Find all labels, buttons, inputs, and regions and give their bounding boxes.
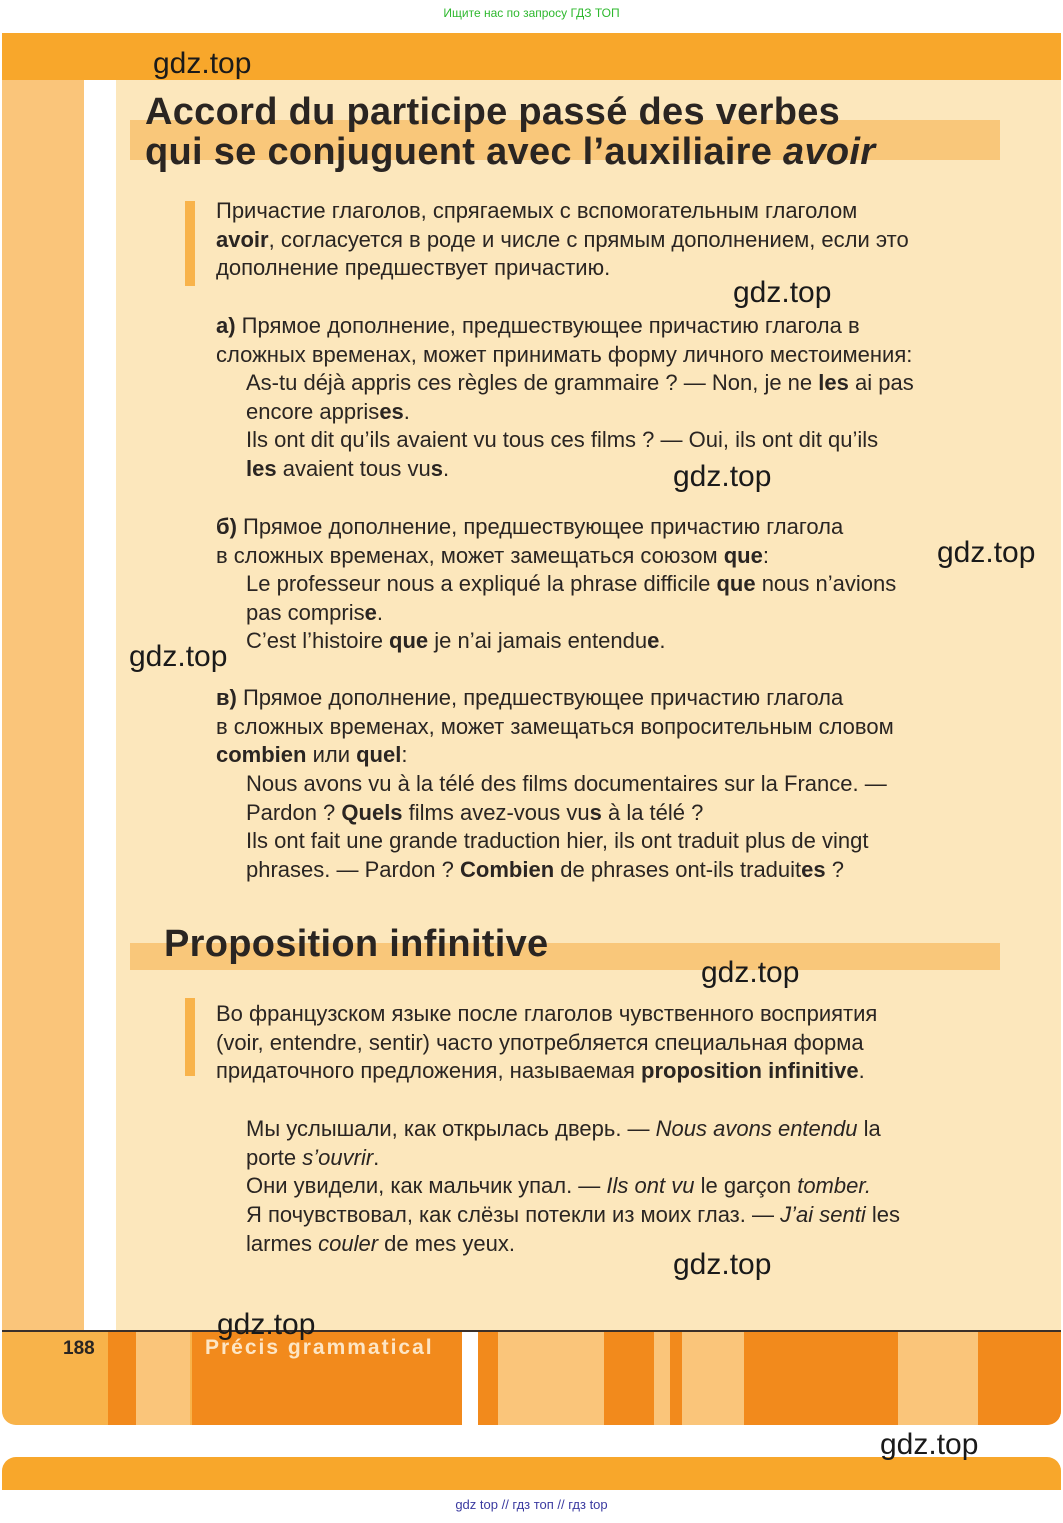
text-line <box>246 770 887 799</box>
text-run: . <box>373 1144 380 1170</box>
text-run: или <box>306 742 357 768</box>
text-run: Они увидели, как мальчик упал. — <box>246 1173 607 1199</box>
text-line <box>246 369 914 398</box>
footer-block <box>682 1332 744 1425</box>
text-line <box>216 684 843 713</box>
watermark-text: gdz.top <box>673 1248 772 1281</box>
text-line <box>216 226 909 255</box>
white-margin-strip <box>84 80 116 1332</box>
text-line <box>246 799 703 828</box>
text-run: pas compris <box>246 599 365 625</box>
footer-block <box>654 1332 670 1425</box>
text-run: дополнение предшествует причастию. <box>216 255 611 281</box>
text-line <box>246 856 844 885</box>
text-run: (voir, entendre, sentir) часто употребляется специальная форма <box>216 1029 864 1055</box>
bold-run: quel <box>356 742 402 768</box>
text-run: Я почувствовал, как слёзы потекли из моих глаз. — <box>246 1202 781 1228</box>
text-run: Pardon ? <box>246 799 342 825</box>
text-run: , согласуется в роде и числе с прямым дополнением, если это <box>268 226 909 252</box>
text-line <box>216 197 857 226</box>
bold-run: que <box>723 542 763 568</box>
bold-run: es <box>801 857 826 883</box>
text-run: Во французском языке после глаголов чувственного восприятия <box>216 1001 878 1026</box>
text-run: сложных временах, может принимать форму личного местоимения: <box>216 341 913 367</box>
text-run: : <box>401 742 408 768</box>
bold-run: s <box>430 456 443 482</box>
text-run: ai pas <box>848 370 914 395</box>
text-line <box>216 341 912 370</box>
watermark-text: gdz.top <box>880 1428 979 1461</box>
text-run: в сложных временах, может замещаться вопросительным словом <box>216 713 894 739</box>
text-line <box>246 627 665 656</box>
text-line <box>246 1115 881 1144</box>
bold-run: s <box>589 799 602 825</box>
italic-run: couler <box>318 1230 379 1256</box>
text-line <box>246 570 896 599</box>
bold-run: e <box>647 628 660 654</box>
text-line <box>246 426 878 455</box>
textbook-page <box>2 33 1061 1425</box>
footer-block <box>744 1332 834 1425</box>
section-label: Précis grammatical <box>205 1336 434 1359</box>
text-line <box>246 599 383 628</box>
italic-run: tomber. <box>797 1173 871 1199</box>
footer-block <box>478 1332 498 1425</box>
section1-title-line2: qui se conjuguent avec l’auxiliaire avoir <box>145 131 876 173</box>
text-run: larmes <box>246 1230 319 1256</box>
text-run: nous n’avions <box>755 571 897 596</box>
text-line <box>216 1000 877 1029</box>
text-run: . <box>403 398 410 424</box>
footer-block <box>670 1332 682 1425</box>
text-run: Причастие глаголов, спрягаемых с вспомогательным глаголом <box>216 198 858 223</box>
text-run: phrases. — Pardon ? <box>246 857 461 883</box>
text-line <box>216 741 407 770</box>
text-line <box>246 455 449 484</box>
text-run: Le professeur nous a expliqué la phrase difficile <box>246 571 717 596</box>
page-footer <box>2 1332 1061 1425</box>
bottom-links: gdz top // гдз топ // гдз top <box>455 1497 608 1512</box>
text-run: Прямое дополнение, предшествующее причастию глагола <box>236 685 844 710</box>
section1-title-line1: Accord du participe passé des verbes <box>145 91 841 133</box>
footer-block <box>136 1332 190 1425</box>
intro-rule-bar <box>185 201 195 286</box>
text-run: de phrases ont-ils traduit <box>554 857 802 883</box>
text-line <box>216 513 843 542</box>
bold-run: les <box>246 456 277 482</box>
text-run: à la télé ? <box>601 799 704 825</box>
text-run: de mes yeux. <box>378 1230 515 1256</box>
text-run: ? <box>825 857 845 883</box>
bold-run: que <box>716 571 756 596</box>
bold-run: б) <box>216 514 237 539</box>
watermark-text: gdz.top <box>217 1308 316 1341</box>
text-run: Прямое дополнение, предшествующее причастию глагола в <box>235 313 860 338</box>
text-run: le garçon <box>694 1173 798 1199</box>
text-run: je n’ai jamais entendu <box>428 628 648 654</box>
footer-block <box>978 1332 1061 1425</box>
bold-run: e <box>364 599 377 625</box>
text-run: . <box>858 1058 865 1084</box>
text-run: : <box>762 542 769 568</box>
bold-run: Combien <box>460 857 555 883</box>
footer-block <box>898 1332 978 1425</box>
text-line <box>216 254 610 283</box>
watermark-text: gdz.top <box>733 276 832 309</box>
footer-block <box>834 1332 898 1425</box>
text-run: avaient tous vu <box>276 456 431 482</box>
page-number: 188 <box>63 1338 95 1359</box>
text-line <box>216 1057 865 1086</box>
bold-run: а) <box>216 313 236 338</box>
text-line <box>246 1172 871 1201</box>
left-margin-strip <box>2 80 84 1332</box>
text-run: Ils ont dit qu’ils avaient vu tous ces films ? — Oui, ils ont dit qu’ils <box>246 427 879 453</box>
bold-run: в) <box>216 685 237 710</box>
footer-block <box>498 1332 604 1425</box>
text-line <box>216 542 769 571</box>
text-run: . <box>376 599 383 625</box>
text-line <box>246 398 410 427</box>
bold-run: les <box>818 370 849 395</box>
text-line <box>216 312 860 341</box>
top-banner: Ищите нас по запросу ГДЗ ТОП <box>443 6 620 20</box>
bold-run: Quels <box>341 799 403 825</box>
watermark-text: gdz.top <box>701 956 800 989</box>
section2-title: Proposition infinitive <box>164 923 549 965</box>
text-line <box>246 1201 900 1230</box>
footer-block <box>108 1332 136 1425</box>
bold-run: es <box>379 398 404 424</box>
text-run: в сложных временах, может замещаться союзом <box>216 542 724 568</box>
bold-run: avoir <box>216 226 269 252</box>
watermark-text: gdz.top <box>129 640 228 673</box>
text-line <box>216 1029 864 1058</box>
bold-run: combien <box>216 742 307 768</box>
text-line <box>246 827 869 856</box>
footer-block <box>462 1332 478 1425</box>
text-run: encore appris <box>246 398 380 424</box>
text-run: porte <box>246 1144 303 1170</box>
text-run: Мы услышали, как открылась дверь. — <box>246 1116 656 1141</box>
text-run: Nous avons vu à la télé des films documentaires sur la France. — <box>246 771 887 796</box>
italic-run: J’ai senti <box>780 1202 866 1228</box>
bold-run: proposition infinitive <box>641 1058 859 1084</box>
text-line <box>216 713 894 742</box>
watermark-text: gdz.top <box>153 47 252 80</box>
text-run: Прямое дополнение, предшествующее причастию глагола <box>236 514 844 539</box>
intro-rule-bar-2 <box>185 998 195 1076</box>
italic-run: Ils ont vu <box>606 1173 695 1199</box>
watermark-text: gdz.top <box>937 536 1036 569</box>
italic-run: s’ouvrir <box>302 1144 374 1170</box>
bold-run: que <box>389 628 429 654</box>
text-run: As-tu déjà appris ces règles de grammaire ? — Non, je ne <box>246 370 819 395</box>
text-line <box>246 1144 379 1173</box>
text-run: la <box>857 1116 881 1141</box>
watermark-text: gdz.top <box>673 460 772 493</box>
text-run: . <box>442 456 450 482</box>
text-line <box>246 1230 515 1259</box>
text-run: . <box>659 628 666 654</box>
italic-run: Nous avons entendu <box>655 1116 858 1141</box>
text-run: C’est l’histoire <box>246 628 390 654</box>
text-run: les <box>865 1202 900 1228</box>
text-run: Ils ont fait une grande traduction hier, ils ont traduit plus de vingt <box>246 828 869 854</box>
text-run: films avez-vous vu <box>402 799 590 825</box>
footer-block <box>604 1332 654 1425</box>
text-run: придаточного предложения, называемая <box>216 1058 642 1084</box>
